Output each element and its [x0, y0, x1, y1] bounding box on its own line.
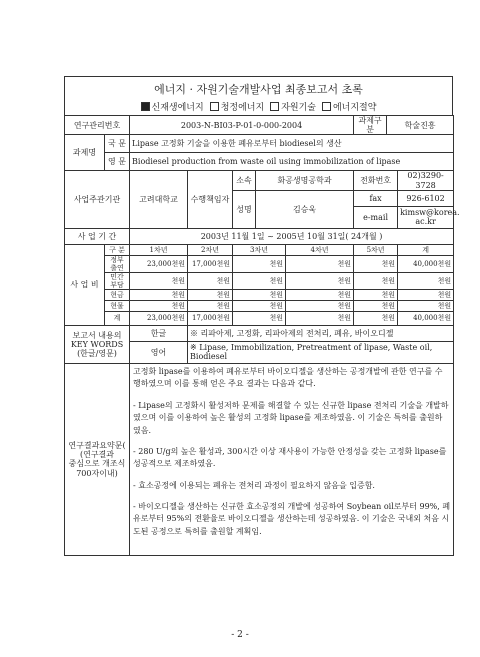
- budget-header-year5: 5차년: [354, 244, 398, 255]
- budget-header-total: 계: [398, 244, 454, 255]
- summary-paragraph: - Lipase의 고정화시 활성저하 문제를 해결할 수 있는 신규한 lipase 전처리 기술을 개발하였으며 이를 이용하여 높은 활성의 고정화 lipase를 제조하였음. 이 기술은 특허를 출원하였음.: [133, 400, 449, 435]
- task-type-label: 과제구분: [354, 116, 387, 135]
- report-table: [64, 115, 460, 556]
- affil-label: 소속: [233, 171, 256, 190]
- keywords-kor-label: 한글: [130, 325, 188, 341]
- page-number: - 2 -: [231, 630, 249, 640]
- category-saving[interactable]: 에너지절약: [322, 100, 376, 113]
- org: 고려대학교: [130, 171, 188, 228]
- kor-title: Lipase 고정화 기술을 이용한 폐유로부터 biodiesel의 생산: [130, 135, 454, 153]
- name: 김승욱: [256, 190, 354, 228]
- summary-label: 연구결과요약문( (연구결과 중심으로 개조식 700자이내): [65, 363, 130, 555]
- tel-label: 전화번호: [354, 171, 398, 190]
- budget-row-total: 계 23,000천원 17,000천원 천원 천원 천원 40,000천원: [65, 311, 454, 325]
- budget-label: 사 업 비: [65, 244, 105, 325]
- category-clean[interactable]: 청정에너지: [210, 100, 264, 113]
- summary-paragraph: - 280 U/g의 높은 활성과, 300시간 이상 재사용이 가능한 안정성을 갖는 고정화 lipase를 성공적으로 제조하였음.: [133, 446, 447, 469]
- kor-title-label: 국 문: [105, 135, 130, 153]
- budget-header-year4: 4차년: [286, 244, 354, 255]
- budget-header-year3: 3차년: [233, 244, 286, 255]
- report-header: [64, 76, 453, 115]
- category-resource[interactable]: 자원기술: [270, 100, 316, 113]
- email: kimsw@korea. ac.kr: [398, 206, 454, 228]
- email-label: e-mail: [354, 206, 398, 228]
- summary-paragraph: - 바이오디젤을 생산하는 신규한 효소공정의 개발에 성공하여 Soybean oil로부터 99%, 폐유로부터 95%의 전환율로 바이오디젤을 생산하는데 성공하였음. 이 기술은 국내외 처음 시도된 공정으로 특허를 출원할 계획임.: [133, 502, 451, 536]
- org-label: 사업주관기관: [65, 171, 130, 228]
- checkbox-icon: [210, 102, 219, 111]
- category-checkboxes: [65, 100, 452, 113]
- budget-row-inkind: 현물 천원 천원 천원 천원 천원 천원: [65, 300, 454, 311]
- keywords-kor: ※ 리파아제, 고정화, 리파아제의 전처리, 폐유, 바이오디젤: [188, 325, 454, 341]
- project-name-label: 과제명: [65, 135, 105, 171]
- tel: 02)3290-3728: [398, 171, 454, 190]
- pi-label: 수행책임자: [188, 171, 233, 228]
- eng-title: Biodiesel production from waste oil using immobilization of lipase: [130, 153, 454, 171]
- budget-header-year1: 1차년: [130, 244, 188, 255]
- checkbox-icon: [322, 102, 331, 111]
- keywords-eng: ※ Lipase, Immobilization, Pretreatment of lipase, Waste oil, Biodiesel: [188, 341, 454, 363]
- budget-header-year2: 2차년: [188, 244, 233, 255]
- checkbox-icon: [270, 102, 279, 111]
- report-title: 에너지 · 자원기술개발사업 최종보고서 초록: [154, 83, 363, 96]
- budget-row-cash: 현금 천원 천원 천원 천원 천원 천원: [65, 289, 454, 300]
- keywords-label: 보고서 내용의 KEY WORDS (한글/영문): [65, 325, 130, 363]
- summary-body: [130, 363, 454, 555]
- category-renewable[interactable]: 신재생에너지: [141, 100, 204, 113]
- period: 2003년 11월 1일 ~ 2005년 10월 31일( 24개월 ): [130, 228, 454, 244]
- summary-paragraph: 고정화 lipase를 이용하여 폐유로부터 바이오디젤을 생산하는 공정개발에 관한 연구를 수행하였으며 이를 통해 얻은 주요 결과는 다음과 같다.: [133, 366, 443, 389]
- budget-row-government: 정부출연 23,000천원 17,000천원 천원 천원 천원 40,000천원: [65, 255, 454, 272]
- summary-paragraph: - 효소공정에 이용되는 폐유는 전처리 과정이 필요하지 않음을 입증함.: [133, 480, 375, 490]
- affil: 화공생명공학과: [256, 171, 354, 190]
- budget-header-category: 구 분: [105, 244, 130, 255]
- research-no-label: 연구관리번호: [65, 116, 130, 135]
- period-label: 사 업 기 간: [65, 228, 130, 244]
- name-label: 성명: [233, 190, 256, 228]
- eng-title-label: 영 문: [105, 153, 130, 171]
- checkbox-icon: [141, 102, 150, 111]
- fax-label: fax: [354, 190, 398, 206]
- report-page: [64, 76, 460, 556]
- task-type: 학술진흥: [387, 116, 454, 135]
- budget-row-private: 민간부담 천원 천원 천원 천원 천원 천원: [65, 272, 454, 289]
- fax: 926-6102: [398, 190, 454, 206]
- keywords-eng-label: 영어: [130, 341, 188, 363]
- research-no: 2003-N-BI03-P-01-0-000-2004: [130, 116, 354, 135]
